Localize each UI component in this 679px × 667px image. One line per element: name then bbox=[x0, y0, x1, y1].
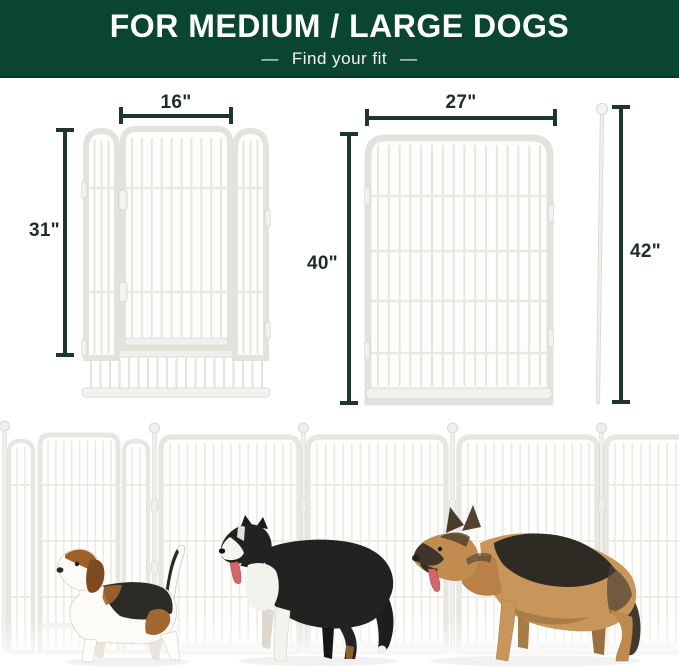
bottom-strip-bars bbox=[91, 358, 262, 388]
dash-left: — bbox=[261, 48, 279, 68]
pole-height-label: 42" bbox=[630, 241, 662, 262]
door-hinge bbox=[119, 282, 127, 302]
shepherd-nose bbox=[412, 555, 420, 562]
door-latch bbox=[119, 190, 127, 210]
dash-right: — bbox=[400, 48, 418, 68]
shepherd-ear bbox=[462, 505, 481, 531]
door-height-label: 31" bbox=[28, 220, 60, 241]
door bbox=[123, 129, 230, 348]
panel-width-dimension-line bbox=[366, 116, 556, 120]
bottom-tube bbox=[82, 388, 270, 397]
beagle-eye bbox=[75, 562, 79, 566]
beagle-illustration bbox=[52, 543, 202, 667]
collie-nose bbox=[219, 548, 225, 553]
large-panel-diagram bbox=[364, 134, 554, 406]
support-pole-icon bbox=[590, 101, 610, 407]
shepherd-eye bbox=[438, 547, 442, 551]
panel-height-label: 40" bbox=[306, 253, 338, 274]
panel-height-dimension-line bbox=[347, 133, 351, 404]
door-height-dimension-line bbox=[63, 129, 67, 356]
page-title: FOR MEDIUM / LARGE DOGS bbox=[109, 7, 570, 44]
door-panel-diagram bbox=[81, 126, 271, 402]
beagle-nose bbox=[57, 567, 64, 573]
header-banner bbox=[0, 0, 679, 78]
subtitle bbox=[261, 49, 417, 69]
shepherd-ear bbox=[446, 507, 464, 533]
border-collie-illustration bbox=[218, 515, 403, 667]
german-shepherd-illustration bbox=[410, 503, 660, 667]
door-width-dimension-line bbox=[120, 114, 232, 118]
door-width-label: 16" bbox=[160, 92, 192, 113]
pole-height-dimension-line bbox=[619, 106, 623, 403]
panel-frame bbox=[368, 138, 550, 402]
panel-width-label: 27" bbox=[445, 92, 477, 113]
collie-tongue bbox=[230, 562, 241, 584]
subtitle-text: Find your fit bbox=[291, 48, 388, 68]
